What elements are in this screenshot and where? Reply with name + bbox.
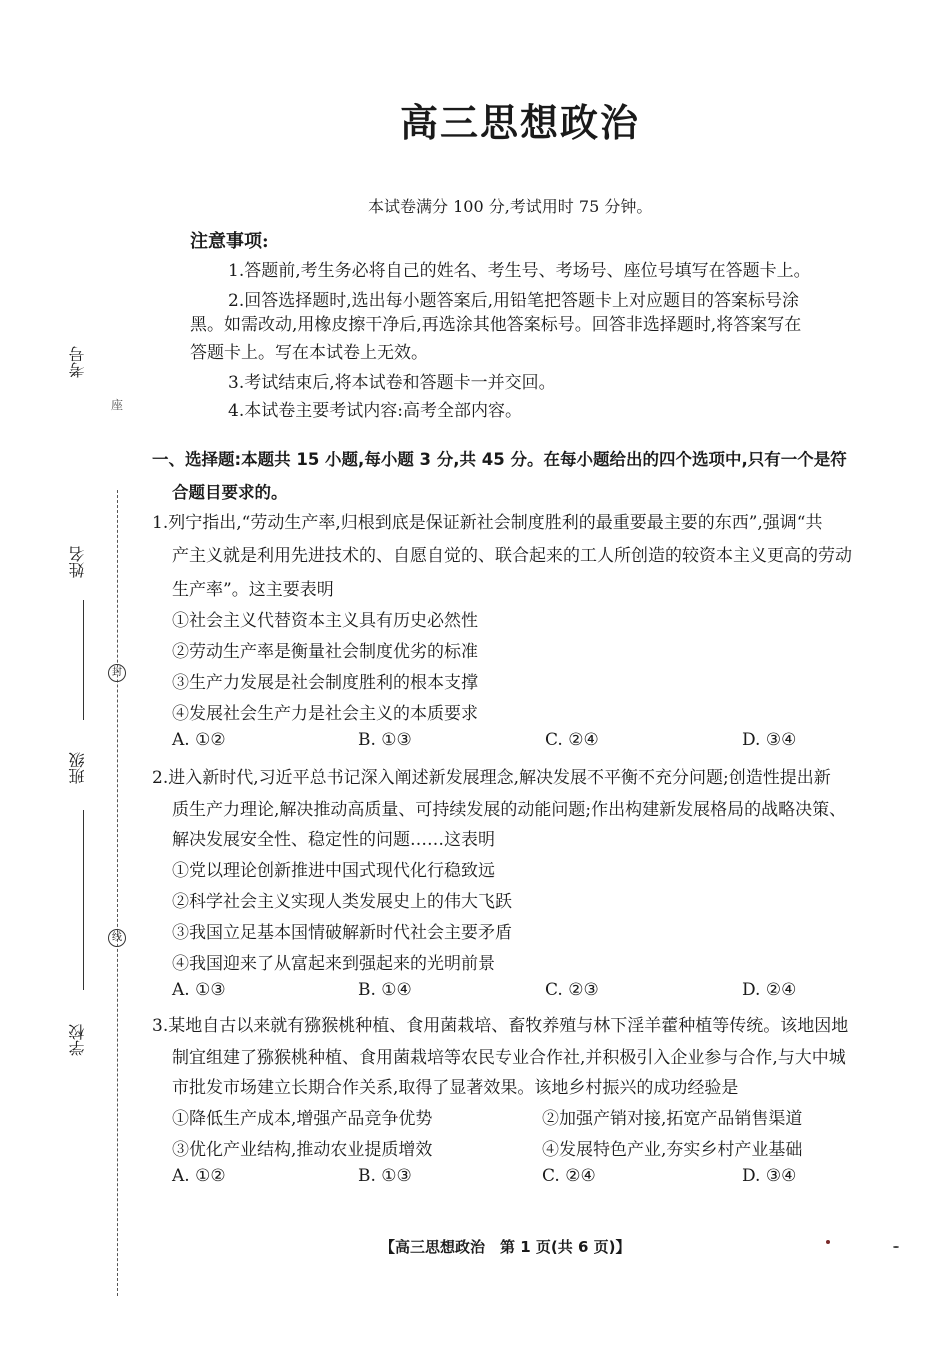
statement: ②加强产销对接,拓宽产品销售渠道 <box>542 1109 803 1129</box>
option-b: B. ①③ <box>358 1166 412 1186</box>
seal-mark: 封 <box>108 664 126 682</box>
name-underline <box>83 600 84 720</box>
option-a: A. ①② <box>172 1166 226 1186</box>
notice-line: 3.考试结束后,将本试卷和答题卡一并交回。 <box>228 373 556 393</box>
option-b: B. ①③ <box>358 730 412 750</box>
option-d: D. ③④ <box>742 1166 797 1186</box>
question-stem: 3.某地自古以来就有猕猴桃种植、食用菌栽培、畜牧养殖与林下淫羊藿种植等传统。该地因地 <box>152 1016 849 1036</box>
question-stem: 解决发展安全性、稳定性的问题……这表明 <box>172 830 495 850</box>
exam-number-label: 考号 <box>68 346 87 378</box>
page-title: 高三思想政治 <box>399 101 640 145</box>
option-b: B. ①④ <box>358 980 412 1000</box>
option-c: C. ②④ <box>542 1166 596 1186</box>
statement: ①社会主义代替资本主义具有历史必然性 <box>172 611 478 631</box>
question-stem: 产主义就是利用先进技术的、自愿自觉的、联合起来的工人所创造的较资本主义更高的劳动 <box>172 546 852 566</box>
question-stem: 2.进入新时代,习近平总书记深入阐述新发展理念,解决发展不平衡不充分问题;创造性提出新 <box>152 768 831 788</box>
school-label: 学校 <box>68 1024 87 1056</box>
option-a: A. ①③ <box>172 980 226 1000</box>
statement: ③生产力发展是社会制度胜利的根本支撑 <box>172 673 478 693</box>
statement: ①降低生产成本,增强产品竞争优势 <box>172 1109 433 1129</box>
statement: ③优化产业结构,推动农业提质增效 <box>172 1140 433 1160</box>
exam-info: 本试卷满分 100 分,考试用时 75 分钟。 <box>368 197 653 216</box>
option-d: D. ③④ <box>742 730 797 750</box>
notice-heading: 注意事项: <box>190 231 269 252</box>
scan-speck <box>893 1246 899 1248</box>
notice-line: 答题卡上。写在本试卷上无效。 <box>190 343 428 363</box>
scan-speck <box>826 1240 830 1244</box>
class-label: 班级 <box>68 752 87 784</box>
notice-line: 4.本试卷主要考试内容:高考全部内容。 <box>228 401 522 421</box>
page-footer: 【高三思想政治 第 1 页(共 6 页)】 <box>380 1238 631 1256</box>
statement: ④我国迎来了从富起来到强起来的光明前景 <box>172 954 495 974</box>
notice-line: 2.回答选择题时,选出每小题答案后,用铅笔把答题卡上对应题目的答案标号涂 <box>228 291 800 311</box>
option-a: A. ①② <box>172 730 226 750</box>
question-stem: 质生产力理论,解决推动高质量、可持续发展的动能问题;作出构建新发展格局的战略决策、 <box>172 800 847 820</box>
question-stem: 1.列宁指出,“劳动生产率,归根到底是保证新社会制度胜利的最重要最主要的东西”,强调“共 <box>152 513 823 533</box>
statement: ②科学社会主义实现人类发展史上的伟大飞跃 <box>172 892 512 912</box>
notice-line: 1.答题前,考生务必将自己的姓名、考生号、考场号、座位号填写在答题卡上。 <box>228 261 811 281</box>
statement: ③我国立足基本国情破解新时代社会主要矛盾 <box>172 923 512 943</box>
name-label: 姓名 <box>68 546 87 578</box>
notice-line: 黑。如需改动,用橡皮擦干净后,再选涂其他答案标号。回答非选择题时,将答案写在 <box>190 315 802 335</box>
statement: ①党以理论创新推进中国式现代化行稳致远 <box>172 861 495 881</box>
question-stem: 市批发市场建立长期合作关系,取得了显著效果。该地乡村振兴的成功经验是 <box>172 1078 739 1098</box>
option-c: C. ②③ <box>545 980 599 1000</box>
statement: ④发展社会生产力是社会主义的本质要求 <box>172 704 478 724</box>
statement: ②劳动生产率是衡量社会制度优劣的标准 <box>172 642 478 662</box>
option-d: D. ②④ <box>742 980 797 1000</box>
question-stem: 生产率”。这主要表明 <box>172 580 334 600</box>
section-heading-cont: 合题目要求的。 <box>172 483 288 502</box>
section-heading: 一、选择题:本题共 15 小题,每小题 3 分,共 45 分。在每小题给出的四个选项中,只有一个是符 <box>152 450 847 469</box>
option-c: C. ②④ <box>545 730 599 750</box>
question-stem: 制宜组建了猕猴桃种植、食用菌栽培等农民专业合作社,并积极引入企业参与合作,与大中城 <box>172 1048 846 1068</box>
class-underline <box>83 810 84 990</box>
statement: ④发展特色产业,夯实乡村产业基础 <box>542 1140 803 1160</box>
line-mark: 线 <box>108 929 126 947</box>
seat-label: 座 <box>111 398 124 412</box>
binding-dashed-line <box>117 490 118 1296</box>
